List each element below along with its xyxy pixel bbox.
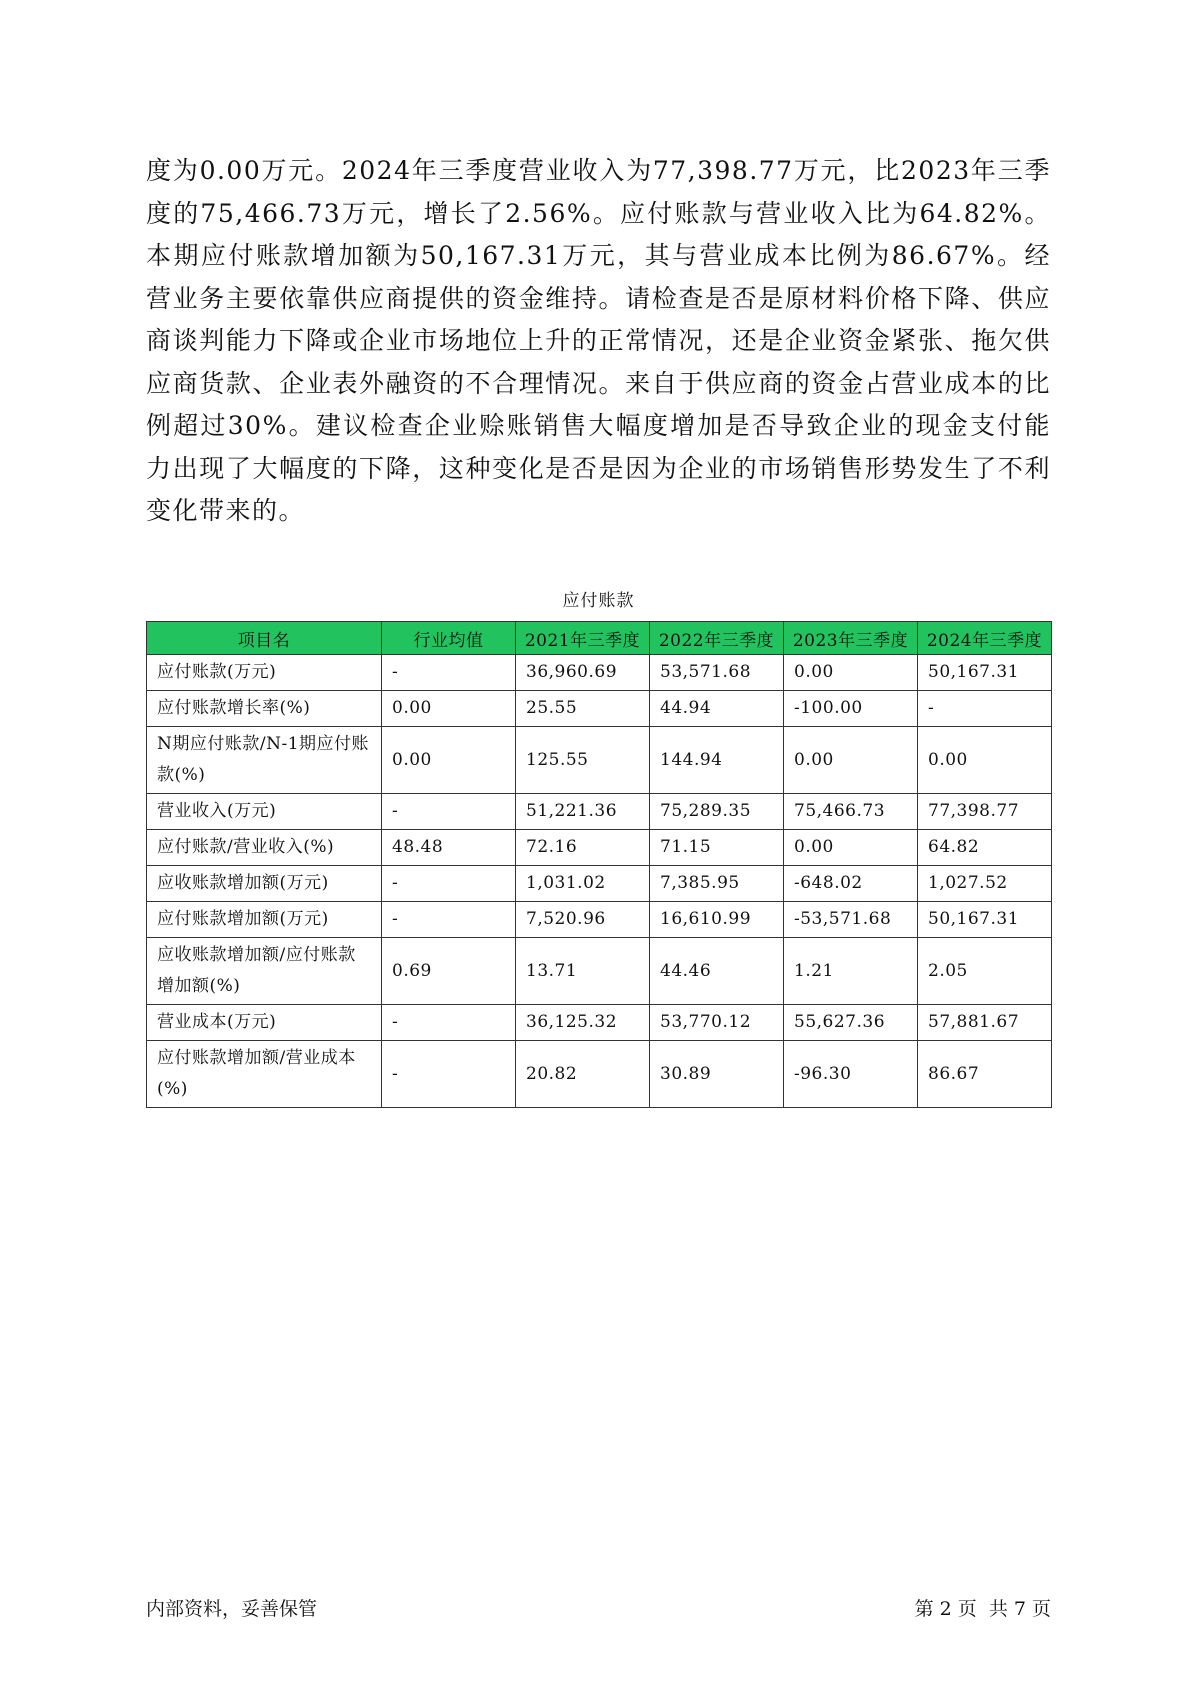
- table-cell: 1,031.02: [516, 866, 650, 902]
- table-row: [147, 655, 1052, 691]
- table-cell: 0.00: [784, 727, 918, 794]
- table-cell: 77,398.77: [918, 794, 1052, 830]
- row-label: 营业收入(万元): [147, 794, 382, 830]
- header-item-name: 项目名: [147, 622, 382, 655]
- table-cell: 2.05: [918, 938, 1052, 1005]
- table-cell: -: [382, 1041, 516, 1108]
- table-cell: 7,520.96: [516, 902, 650, 938]
- table-cell: 0.00: [382, 727, 516, 794]
- table-cell: 1,027.52: [918, 866, 1052, 902]
- table-cell: 1.21: [784, 938, 918, 1005]
- table-cell: -: [382, 794, 516, 830]
- row-label: 应付账款(万元): [147, 655, 382, 691]
- table-cell: -: [918, 691, 1052, 727]
- table-cell: 44.94: [650, 691, 784, 727]
- table-cell: 16,610.99: [650, 902, 784, 938]
- table-cell: -100.00: [784, 691, 918, 727]
- footer-confidential-note: 内部资料，妥善保管: [146, 1598, 318, 1620]
- table-cell: 44.46: [650, 938, 784, 1005]
- table-cell: 64.82: [918, 830, 1052, 866]
- table-cell: -: [382, 902, 516, 938]
- header-2021-q3: 2021年三季度: [516, 622, 650, 655]
- table-row: [147, 727, 1052, 794]
- table-cell: 51,221.36: [516, 794, 650, 830]
- row-label: N期应付账款/N-1期应付账款(%): [147, 727, 382, 794]
- row-label: 应收账款增加额(万元): [147, 866, 382, 902]
- table-cell: -: [382, 1005, 516, 1041]
- table-row: [147, 794, 1052, 830]
- table-cell: 55,627.36: [784, 1005, 918, 1041]
- table-cell: -648.02: [784, 866, 918, 902]
- table-cell: 72.16: [516, 830, 650, 866]
- table-cell: 75,289.35: [650, 794, 784, 830]
- table-cell: 144.94: [650, 727, 784, 794]
- table-header-row: [147, 622, 1052, 655]
- table-cell: -: [382, 866, 516, 902]
- table-row: [147, 1041, 1052, 1108]
- table-row: [147, 938, 1052, 1005]
- footer-page-number: 第 2 页 共 7 页: [914, 1598, 1051, 1620]
- row-label: 应收账款增加额/应付账款增加额(%): [147, 938, 382, 1005]
- table-cell: 50,167.31: [918, 902, 1052, 938]
- row-label: 营业成本(万元): [147, 1005, 382, 1041]
- row-label: 应付账款/营业收入(%): [147, 830, 382, 866]
- accounts-payable-table: [146, 621, 1052, 1108]
- table-cell: 30.89: [650, 1041, 784, 1108]
- table-cell: 25.55: [516, 691, 650, 727]
- table-caption: 应付账款: [562, 591, 635, 611]
- table-cell: 71.15: [650, 830, 784, 866]
- table-cell: -53,571.68: [784, 902, 918, 938]
- header-industry-avg: 行业均值: [382, 622, 516, 655]
- table-cell: 125.55: [516, 727, 650, 794]
- table-cell: 0.00: [784, 655, 918, 691]
- table-cell: 36,125.32: [516, 1005, 650, 1041]
- table-cell: 53,571.68: [650, 655, 784, 691]
- table-cell: 75,466.73: [784, 794, 918, 830]
- table-row: [147, 866, 1052, 902]
- table-cell: 0.00: [382, 691, 516, 727]
- table-cell: 36,960.69: [516, 655, 650, 691]
- table-cell: 7,385.95: [650, 866, 784, 902]
- header-2024-q3: 2024年三季度: [918, 622, 1052, 655]
- body-paragraph: 度为0.00万元。2024年三季度营业收入为77,398.77万元，比2023年三季度的75,466.73万元，增长了2.56%。应付账款与营业收入比为64.82%。本期应付账款增加额为50,167.31万元，其与营业成本比例为86.67%。经营业务主要依靠供应商提供的资金维持。请检查是否是原材料价格下降、供应商谈判能力下降或企业市场地位上升的正常情况，还是企业资金紧张、拖欠供应商货款、企业表外融资的不合理情况。来自于供应商的资金占营业成本的比例超过30%。建议检查企业赊账销售大幅度增加是否导致企业的现金支付能力出现了大幅度的下降，这种变化是否是因为企业的市场销售形势发生了不利变化带来的。: [146, 156, 1051, 525]
- table-cell: 48.48: [382, 830, 516, 866]
- table-cell: 53,770.12: [650, 1005, 784, 1041]
- table-row: [147, 1005, 1052, 1041]
- header-2022-q3: 2022年三季度: [650, 622, 784, 655]
- table-cell: 0.00: [784, 830, 918, 866]
- table-cell: 20.82: [516, 1041, 650, 1108]
- row-label: 应付账款增加额(万元): [147, 902, 382, 938]
- row-label: 应付账款增加额/营业成本(%): [147, 1041, 382, 1108]
- table-cell: -: [382, 655, 516, 691]
- table-cell: 50,167.31: [918, 655, 1052, 691]
- table-cell: 57,881.67: [918, 1005, 1052, 1041]
- row-label: 应付账款增长率(%): [147, 691, 382, 727]
- table-cell: 0.00: [918, 727, 1052, 794]
- table-cell: -96.30: [784, 1041, 918, 1108]
- header-2023-q3: 2023年三季度: [784, 622, 918, 655]
- table-row: [147, 830, 1052, 866]
- table-row: [147, 691, 1052, 727]
- table-cell: 86.67: [918, 1041, 1052, 1108]
- table-cell: 13.71: [516, 938, 650, 1005]
- table-row: [147, 902, 1052, 938]
- table-cell: 0.69: [382, 938, 516, 1005]
